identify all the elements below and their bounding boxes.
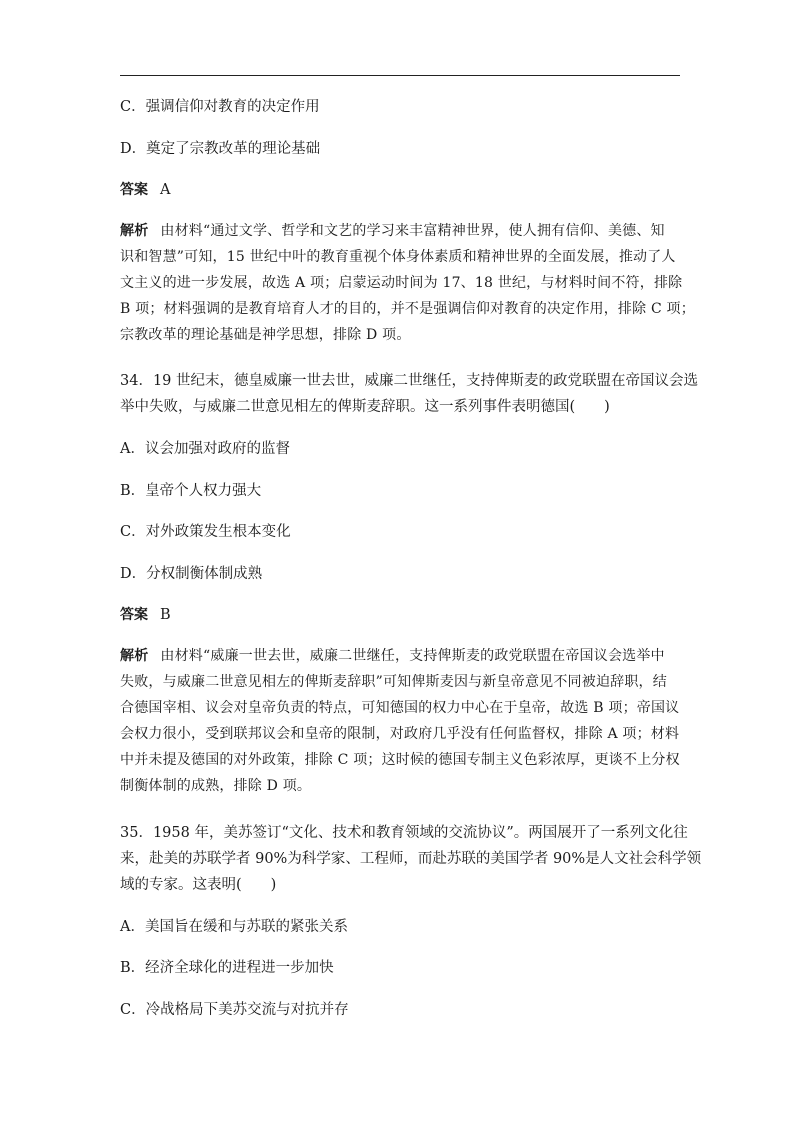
q34-option-d: D．分权制衡体制成熟 (120, 566, 263, 582)
q33-answer (120, 180, 700, 200)
q33-option-c: C．强调信仰对教育的决定作用 (120, 99, 320, 115)
answer-label: 答案 (120, 607, 148, 623)
q34-analysis-line-5: 中并未提及德国的对外政策，排除 C 项；这时候的德国专制主义色彩浓厚，更谈不上分权 (120, 752, 680, 768)
q35-option-b: B．经济全球化的进程进一步加快 (120, 960, 334, 976)
answer-value: A (160, 182, 171, 198)
q33-option-d: D．奠定了宗教改革的理论基础 (120, 141, 321, 157)
q35-option-c: C．冷战格局下美苏交流与对抗并存 (120, 1002, 349, 1018)
q34-option-c: C．对外政策发生根本变化 (120, 524, 291, 540)
q35-stem-line-1: 35．1958 年，美苏签订“文化、技术和教育领域的交流协议”。两国展开了一系列文化往 (120, 825, 688, 841)
q33-analysis-line-1 (120, 221, 700, 241)
answer-label: 答案 (120, 182, 148, 198)
q35-stem-line-2: 来，赴美的苏联学者 90%为科学家、工程师，而赴苏联的美国学者 90%是人文社会科学领 (120, 851, 702, 867)
header-rule (120, 75, 680, 76)
q34-stem-line-1: 34．19 世纪末，德皇威廉一世去世，威廉二世继任，支持俾斯麦的政党联盟在帝国议会选 (120, 373, 699, 389)
q34-option-a: A．议会加强对政府的监督 (120, 441, 290, 457)
q34-analysis-line-4: 会权力很小，受到联邦议会和皇帝的限制，对政府几乎没有任何监督权，排除 A 项；材料 (120, 726, 680, 742)
q33-analysis-line-4: B 项；材料强调的是教育培育人才的目的，并不是强调信仰对教育的决定作用，排除 C 项； (120, 301, 695, 317)
q34-option-b: B．皇帝个人权力强大 (120, 483, 262, 499)
answer-value: B (160, 607, 171, 623)
q34-analysis-line-6: 制衡体制的成熟，排除 D 项。 (120, 778, 312, 794)
q33-analysis-line-2: 识和智慧”可知，15 世纪中叶的教育重视个体身体素质和精神世界的全面发展，推动了人 (120, 249, 676, 265)
q35-stem-line-3: 域的专家。这表明( ) (120, 877, 277, 893)
analysis-label: 解析 (120, 648, 149, 664)
q35-option-a: A．美国旨在缓和与苏联的紧张关系 (120, 919, 348, 935)
q34-analysis-line-3: 合德国宰相、议会对皇帝负责的特点，可知德国的权力中心在于皇帝，故选 B 项；帝国议 (120, 700, 680, 716)
q33-analysis-line-5: 宗教改革的理论基础是神学思想，排除 D 项。 (120, 327, 411, 343)
q34-stem-line-2: 举中失败，与威廉二世意见相左的俾斯麦辞职。这一系列事件表明德国( ) (120, 399, 610, 415)
q33-analysis-line-3: 文主义的进一步发展，故选 A 项；启蒙运动时间为 17、18 世纪，与材料时间不符，排除 (120, 275, 683, 291)
analysis-text: 由材料“威廉一世去世，威廉二世继任，支持俾斯麦的政党联盟在帝国议会选举中 (160, 648, 665, 664)
q34-answer (120, 605, 700, 625)
analysis-label: 解析 (120, 223, 149, 239)
analysis-text: 由材料“通过文学、哲学和文艺的学习来丰富精神世界，使人拥有信仰、美德、知 (160, 223, 665, 239)
q34-analysis-line-1 (120, 646, 700, 666)
q34-analysis-line-2: 失败，与威廉二世意见相左的俾斯麦辞职”可知俾斯麦因与新皇帝意见不同被迫辞职，结 (120, 674, 667, 690)
